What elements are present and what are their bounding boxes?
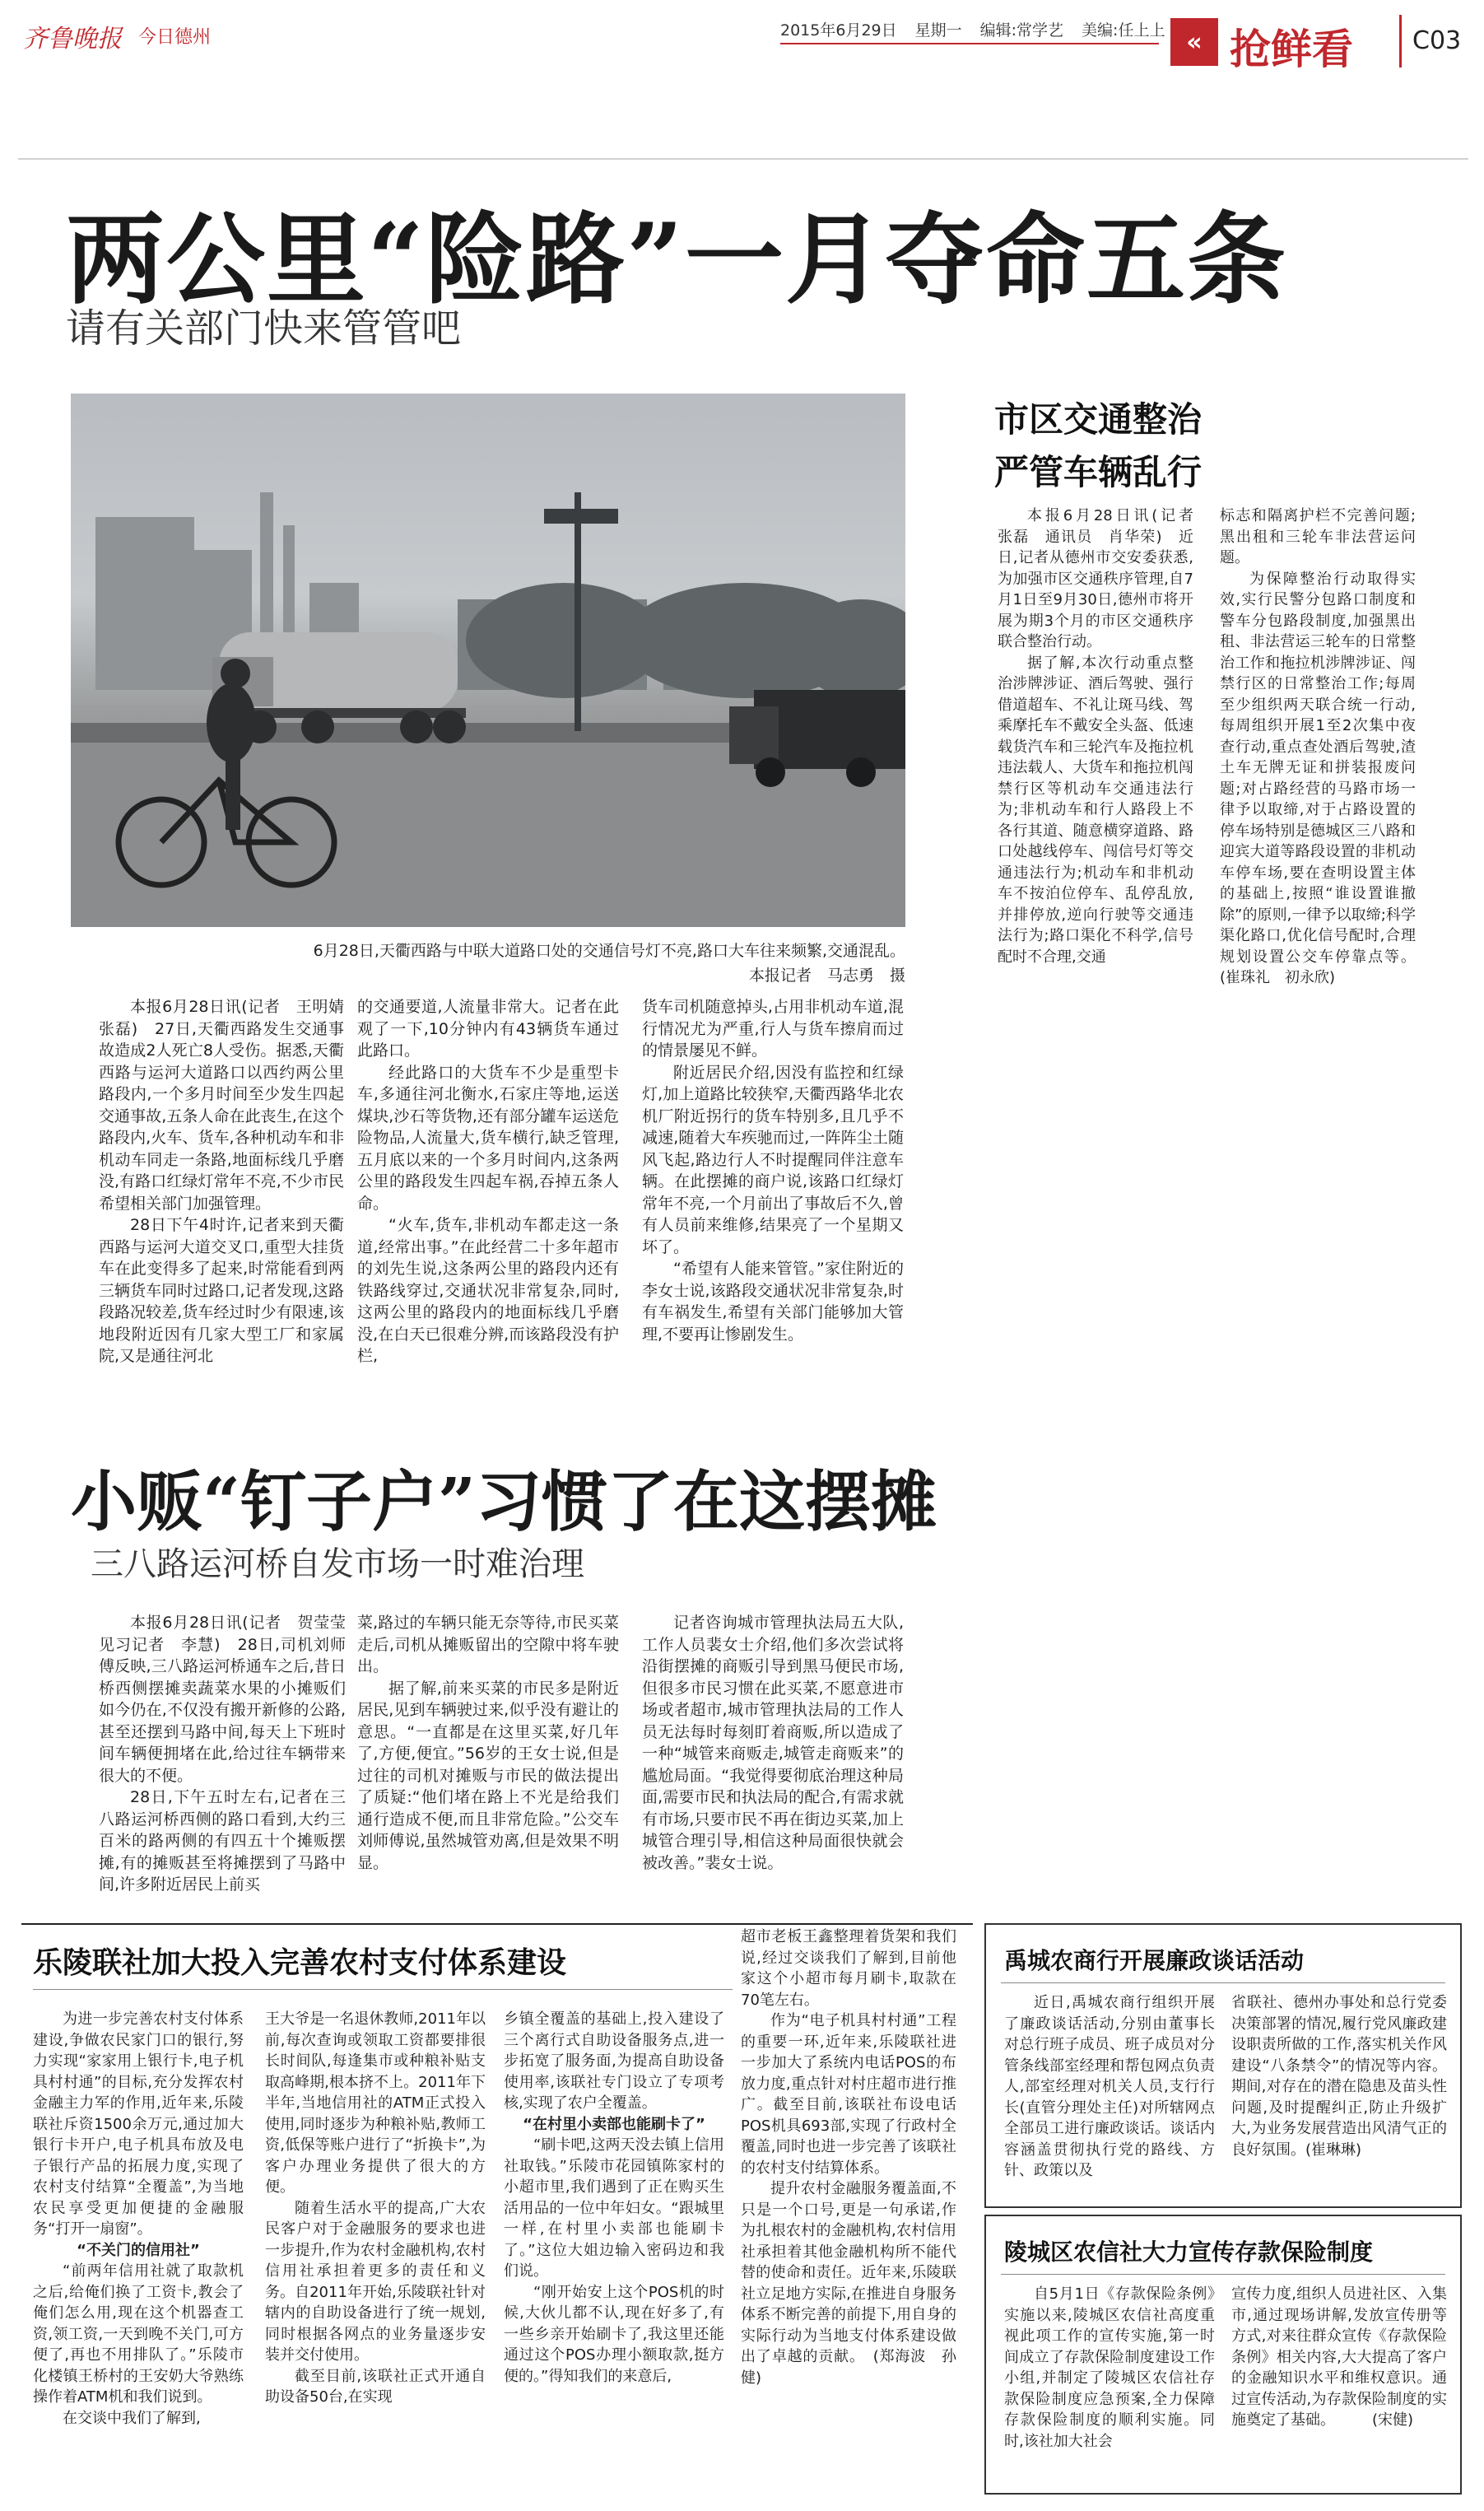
side-story-title: 禹城农商行开展廉政谈话活动 (1004, 1947, 1305, 1974)
article2-column-1 (99, 1612, 362, 1896)
separator-line (33, 1989, 733, 1990)
article2-para: 本报6月28日讯(记者 贺莹莹 见习记者 李慧) 28日,司机刘师傅反映,三八路运河桥通车之后,昔日桥西侧摆摊卖蔬菜水果的小摊贩们如今仍在,不仅没有搬开新修的公路,甚至还摆到马路中间,每天上下班时间车辆便拥堵在此,给过往车辆带来很大的不便。 (99, 1614, 362, 1785)
article3-para: 超市老板王鑫整理着货架和我们说,经过交谈我们了解到,目前他家这个小超市每月刷卡,取款在70笔左右。 (741, 1928, 956, 2009)
article3-para: 截至目前,该联社正式开通自助设备50台,在实现 (265, 2367, 486, 2406)
side2-para: 自5月1日《存款保险条例》实施以来,陵城区农信社高度重视此项工作的宣传实施,第一时间成立了存款保险制度建设工作小组,并制定了陵城区农信社存款保险制度应急预案,全力保障存款保险制度的顺利实施。同时,该社加大社会 (1004, 2285, 1215, 2450)
article1-para: “火车,货车,非机动车都走这一条道,经常出事。”在此经营二十多年超市的刘先生说,这条两公里的路段内还有铁路线穿过,交通状况非常复杂,同时,这两公里的路段内的地面标线几乎磨没,在白天已很难分辨,而该路段没有护栏, (357, 1216, 619, 1365)
separator-line (1001, 2274, 1445, 2275)
road-scene-illustration (71, 394, 905, 927)
article2-column-3 (642, 1612, 904, 1874)
editor-credit: 编辑:常学艺 (979, 21, 1064, 40)
article1-para: 附近居民介绍,因没有监控和红绿灯,加上道路比较狭窄,天衢西路华北农机厂附近拐行的货车特别多,且几乎不减速,随着大车疾驰而过,一阵阵尘土随风飞起,路边行人不时提醒同伴注意车辆。在此摆摊的商户说,该路口红绿灯常年不亮,一个月前出了事故后不久,曾有人员前来维修,结果亮了一个星期又坏了。 (642, 1063, 904, 1256)
headline-main-subtitle: 请有关部门快来管管吧 (66, 305, 462, 352)
rail-column-2 (1220, 505, 1416, 989)
article3-column-2 (265, 2009, 486, 2408)
rail-para: 标志和隔离护栏不完善问题;黑出租和三轮车非法营运问题。 (1220, 507, 1416, 566)
article3-subhead: “不关门的信用社” (77, 2241, 200, 2259)
separator-line (21, 1923, 973, 1925)
article1-para: “希望有人能来管管。”家住附近的李女士说,该路段交通状况非常复杂,时有车祸发生,希望有关部门能够加大管理,不要再让惨剧发生。 (642, 1260, 904, 1344)
photo-caption-text: 6月28日,天衢西路与中联大道路口处的交通信号灯不亮,路口大车往来频繁,交通混乱。 (313, 942, 905, 960)
headline-main: 两公里“险路”一月夺命五条 (66, 202, 1288, 318)
newspaper-logo: 齐鲁晚报 (23, 25, 122, 54)
article3-column-1 (33, 2009, 244, 2429)
header-rule (780, 43, 1159, 44)
headline-second-subtitle: 三八路运河桥自发市场一时难治理 (91, 1545, 584, 1583)
article2-para: 记者咨询城市管理执法局五大队,工作人员裴女士介绍,他们多次尝试将沿街摆摊的商贩引导到黑马便民市场,但很多市民习惯在此买菜,不愿意进市场或者超市,城市管理执法局的工作人员无法每时每刻盯着商贩,所以造成了一种“城管来商贩走,城管走商贩来”的尴尬局面。“我觉得要彻底治理这种局面,需要市民和执法局的配合,有需求就有市场,只要市民不再在街边买菜,加上城管合理引导,相信这种局面很快就会被改善。”裴女士说。 (642, 1614, 904, 1872)
issue-weekday: 星期一 (914, 21, 962, 40)
article1-column-1 (99, 996, 361, 1367)
article1-column-2 (357, 996, 619, 1367)
masthead (0, 0, 1484, 81)
article3-subhead: “在村里小卖部也能刷卡了” (523, 2115, 705, 2133)
article1-para: 本报6月28日讯(记者 王明婧 张磊) 27日,天衢西路发生交通事故造成2人死亡8人受伤。据悉,天衢西路与运河大道路口以西约两公里路段内,一个多月时间至少发生四起交通事故,五条人命在此丧生,在这个路段内,火车、货车,各种机动车和非机动车同走一条路,地面标线几乎磨没,有路口红绿灯常年不亮,不少市民希望相关部门加强管理。 (99, 998, 361, 1213)
rail-headline-line-2: 严管车辆乱行 (994, 452, 1203, 492)
side2-column-2 (1231, 2284, 1447, 2431)
article2-para: 菜,路过的车辆只能无奈等待,市民买菜走后,司机从摊贩留出的空隙中将车驶出。 (357, 1614, 619, 1675)
article3-para: “刚开始安上这个POS机的时候,大伙儿都不认,现在好多了,有一些乡亲开始刷卡了,我这里还能通过这个POS办理小额取款,挺方便的。”得知我们的来意后, (504, 2283, 724, 2385)
rail-column-1 (998, 505, 1208, 967)
article3-column-4 (741, 1926, 956, 2388)
article1-para: 经此路口的大货车不少是重型卡车,多通往河北衡水,石家庄等地,运送煤块,沙石等货物,还有部分罐车运送危险物品,人流量大,货车横行,缺乏管理,五月底以来的一个多月时间内,这条两公里的路段发生四起车祸,吞掉五条人命。 (357, 1063, 619, 1213)
side1-column-2 (1231, 1992, 1447, 2160)
side1-para: 省联社、德州办事处和总行党委决策部署的情况,履行党风廉政建设职责所做的工作,落实机关作风建设“八条禁令”的情况等内容。期间,对存在的潜在隐患及苗头性问题,及时提醒纠正,防止升级扩大,为业务发展营造出风清气正的良好氛围。(崔琳琳) (1231, 1994, 1447, 2159)
rail-headline-line-1: 市区交通整治 (994, 399, 1203, 440)
headline-second: 小贩“钉子户”习惯了在这摆摊 (71, 1463, 937, 1540)
article2-para: 28日,下午五时左右,记者在三八路运河桥西侧的路口看到,大约三百米的路两侧的有四五十个摊贩摆摊,有的摊贩甚至将摊摆到了马路中间,许多附近居民上前买 (99, 1788, 346, 1894)
header-divider (1399, 15, 1402, 68)
designer-credit: 美编:任上上 (1082, 21, 1165, 40)
article1-para: 货车司机随意掉头,占用非机动车道,混行情况尤为严重,行人与货车擦肩而过的情景屡见不鲜。 (642, 998, 904, 1060)
side2-para: 宣传力度,组织人员进社区、入集市,通过现场讲解,发放宣传册等方式,对来往群众宣传《存款保险条例》相关内容,大大提高了客户的金融知识水平和维权意识。通过宣传活动,为存款保险制度的实施奠定了基础。 (宋健) (1231, 2285, 1447, 2429)
article3-para: “刷卡吧,这两天没去镇上信用社取钱。”乐陵市花园镇陈家村的小超市里,我们遇到了正在购买生活用品的一位中年妇女。“跟城里一样,在村里小卖部也能刷卡了。”这位大姐边输入密码边和我们说。 (504, 2136, 724, 2280)
section-label-right: 抢鲜看 (1230, 26, 1353, 73)
article3-para: 为进一步完善农村支付体系建设,争做农民家门口的银行,努力实现“家家用上银行卡,电子机具村村通”的目标,充分发挥农村金融主力军的作用,近年来,乐陵联社斥资1500余万元,通过加大银行卡开户,电子机具布放及电子银行产品的拓展力度,实现了农村支付结算“全覆盖”,为当地农民享受更加便捷的金融服务“打开一扇窗”。 (33, 2010, 244, 2238)
article1-para: 28日下午4时许,记者来到天衢西路与运河大道交叉口,重型大挂货车在此变得多了起来,时常能看到两三辆货车同时过路口,记者发现,这路段路况较差,货车经过时少有限速,该地段附近因有几家大型工厂和家属院,又是通往河北 (99, 1216, 344, 1365)
article3-para: 随着生活水平的提高,广大农民客户对于金融服务的要求也进一步提升,作为农村金融机构,农村信用社承担着更多的责任和义务。自2011年开始,乐陵联社针对辖内的自助设备进行了统一规划,同时根据各网点的业务量逐步安装并交付使用。 (265, 2199, 486, 2364)
chevron-left-icon: « (1170, 18, 1218, 66)
side1-para: 近日,禹城农商行组织开展了廉政谈话活动,分别由董事长对总行班子成员、班子成员对分管条线部室经理和帮包网点负责人,部室经理对机关人员,支行行长(直管分理处主任)对所辖网点全部员工进行廉政谈话。谈话内容涵盖贯彻执行党的路线、方针、政策以及 (1004, 1994, 1215, 2179)
rail-para: 为保障整治行动取得实效,实行民警分包路口制度和警车分包路段制度,加强黑出租、非法营运三轮车的日常整治工作和拖拉机涉牌涉证、闯禁行区的日常整治工作;每周至少组织两天联合统一行动,每周组织开展1至2次集中夜查行动,重点查处酒后驾驶,渣土车无牌无证和拼装报废问题;对占路经营的马路市场一律予以取缔,对于占路设置的停车场特别是德城区三八路和迎宾大道等路段设置的非机动车停车场,要在查明设置主体的基础上,按照“谁设置谁撤除”的原则,一律予以取缔;科学渠化路口,优化信号配时,合理规划设置公交车停靠点等。(崔珠礼 初永欣) (1220, 570, 1416, 986)
article1-column-3 (642, 996, 904, 1345)
article3-para: 乡镇全覆盖的基础上,投入建设了三个离行式自助设备服务点,进一步拓宽了服务面,为提高自助设备使用率,该联社专门设立了专项考核,实现了农户全覆盖。 (504, 2010, 724, 2112)
article3-para: 作为“电子机具村村通”工程的重要一环,近年来,乐陵联社进一步加大了系统内电话POS的布放力度,重点针对村庄超市进行推广。截至目前,该联社布设电话POS机具693部,实现了行政村全覆盖,同时也进一步完善了该联社的农村支付结算体系。 (741, 2012, 956, 2177)
separator-line (18, 158, 1468, 160)
rail-headline (994, 394, 1202, 499)
page-number: C03 (1412, 26, 1462, 55)
photo-caption (247, 939, 905, 988)
separator-line (1001, 1982, 1445, 1983)
headline-third: 乐陵联社加大投入完善农村支付体系建设 (33, 1946, 567, 1980)
side-story-title: 陵城区农信社大力宣传存款保险制度 (1004, 2238, 1374, 2266)
news-photo (71, 394, 905, 927)
issue-meta (780, 18, 1165, 40)
section-label-left: 今日德州 (138, 27, 212, 48)
side1-column-1 (1004, 1992, 1215, 2182)
rail-para: 本报6月28日讯(记者 张磊 通讯员 肖华荣) 近日,记者从德州市交安委获悉,为加强市区交通秩序管理,自7月1日至9月30日,德州市将开展为期3个月的市区交通秩序联合整治行动。 (998, 507, 1208, 650)
article1-para: 的交通要道,人流量非常大。记者在此观了一下,10分钟内有43辆货车通过此路口。 (357, 998, 619, 1060)
article3-para: 在交谈中我们了解到, (63, 2409, 201, 2427)
article2-para: 据了解,前来买菜的市民多是附近居民,见到车辆驶过来,似乎没有避让的意思。“一直都是在这里买菜,好几年了,方便,便宜。”56岁的王女士说,但是过往的司机对摊贩与市民的做法提出了质疑:“他们堵在路上不光是给我们通行造成不便,而且非常危险。”公交车刘师傅说,虽然城管劝离,但是效果不明显。 (357, 1679, 619, 1872)
article3-para: 提升农村金融服务覆盖面,不只是一个口号,更是一句承诺,作为扎根农村的金融机构,农村信用社承担着其他金融机构所不能代替的使命和责任。近年来,乐陵联社立足地方实际,在推进自身服务体系不断完善的前提下,用自身的实际行动为当地支付体系建设做出了卓越的贡献。 (郑海波 孙健) (741, 2180, 956, 2387)
rail-para: 据了解,本次行动重点整治涉牌涉证、酒后驾驶、强行借道超车、不礼让斑马线、驾乘摩托车不戴安全头盔、低速载货汽车和三轮汽车及拖拉机违法载人、大货车和拖拉机闯禁行区等机动车交通违法行为;非机动车和行人路段上不各行其道、随意横穿道路、路口处越线停车、闯信号灯等交通违法行为;机动车和非机动车不按泊位停车、乱停乱放,并排停放,逆向行驶等交通违法行为;路口渠化不科学,信号配时不合理,交通 (998, 654, 1193, 966)
photo-credit: 本报记者 马志勇 摄 (748, 967, 905, 985)
article3-para: “前两年信用社就了取款机之后,给俺们换了工资卡,教会了俺们怎么用,现在这个机器查工资,领工资,一天到晚不关门,可方便了,再也不用排队了。”乐陵市化楼镇王桥村的王安奶大爷熟练操作着ATM机和我们说到。 (33, 2262, 244, 2406)
article3-column-3 (504, 2009, 724, 2387)
issue-date: 2015年6月29日 (780, 21, 897, 40)
article2-column-2 (357, 1612, 619, 1874)
article3-para: 王大爷是一名退休教师,2011年以前,每次查询或领取工资都要排很长时间队,每逢集市或种粮补贴支取高峰期,根本挤不上。2011年下半年,当地信用社的ATM正式投入使用,同时逐步为种粮补贴,教师工资,低保等账户进行了“折换卡”,为客户办理业务提供了很大的方便。 (265, 2010, 486, 2196)
side2-column-1 (1004, 2284, 1215, 2452)
